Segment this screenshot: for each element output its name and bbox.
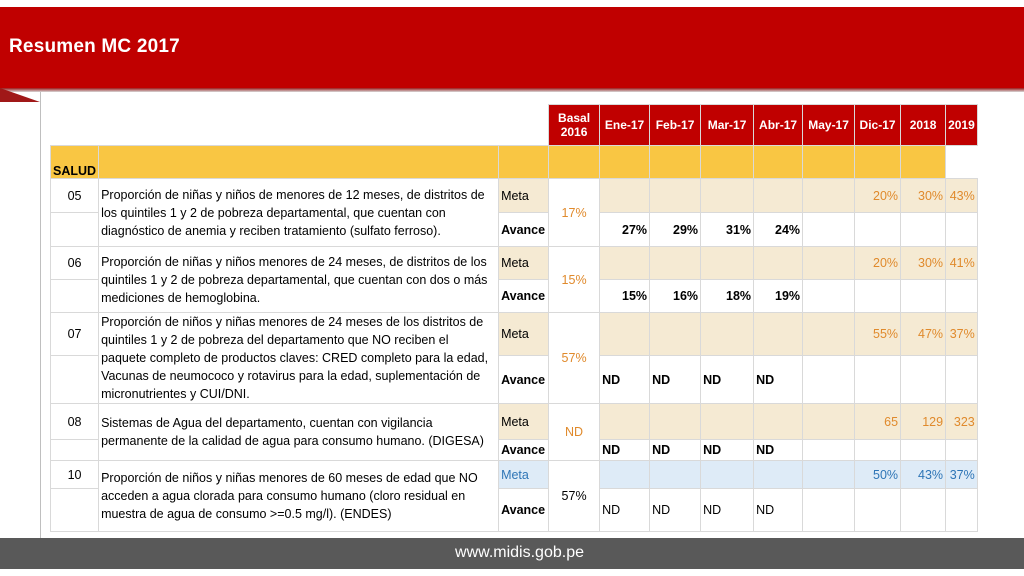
avance-ene-17: ND [600, 440, 650, 461]
avance-mar-17: ND [701, 440, 754, 461]
avance-label: Avance [499, 356, 549, 404]
meta-dic-17: 55% [855, 313, 901, 356]
col-header-feb-17: Feb-17 [650, 105, 701, 146]
basal-value: ND [549, 404, 600, 461]
avance-feb-17: ND [650, 489, 701, 532]
indicator-description: Proporción de niñas y niños de menores de 12 meses, de distritos de los quintiles 1 y 2 de pobreza departamental, que cuentan con diagnóstico de anemia y reciben tratamiento (sulfato ferroso). [99, 179, 499, 247]
header-row [51, 105, 978, 146]
meta-label: Meta [499, 179, 549, 213]
basal-value: 57% [549, 313, 600, 404]
table-row-meta [51, 179, 978, 213]
avance-label: Avance [499, 280, 549, 313]
meta-dic-17: 20% [855, 247, 901, 280]
avance-abr-17: ND [754, 489, 803, 532]
meta-label: Meta [499, 404, 549, 440]
indicator-description: Proporción de niñas y niños menores de 24 meses, de distritos de los quintiles 1 y 2 de pobreza departamental, que cuentan con dos o más mediciones de hemoglobina. [99, 247, 499, 313]
meta-dic-17: 50% [855, 461, 901, 489]
avance-mar-17: 18% [701, 280, 754, 313]
col-header-2019: 2019 [946, 105, 978, 146]
indicator-number: 05 [51, 179, 99, 213]
table-row-meta [51, 247, 978, 280]
indicator-description: Proporción de niños y niñas menores de 24 meses de los distritos de quintiles 1 y 2 de pobreza del departamento que NO reciben el paquete completo de productos claves: CRED completo para la edad, Vacunas de neumococo y rotavirus para la edad, suplementación de micronutrientes y CUI/DNI. [99, 313, 499, 404]
basal-value: 15% [549, 247, 600, 313]
indicator-number: 07 [51, 313, 99, 356]
col-header-abr-17: Abr-17 [754, 105, 803, 146]
basal-value: 57% [549, 461, 600, 532]
avance-abr-17: 19% [754, 280, 803, 313]
meta-2018: 30% [901, 179, 946, 213]
meta-2019: 43% [946, 179, 978, 213]
left-rule [40, 92, 41, 538]
indicator-description: Proporción de niños y niñas menores de 60 meses de edad que NO acceden a agua clorada para consumo humano (cloro residual en muestra de agua de consumo >=0.5 mg/l). (ENDES) [99, 461, 499, 532]
avance-feb-17: 29% [650, 213, 701, 247]
meta-2018: 43% [901, 461, 946, 489]
table-row-meta [51, 313, 978, 356]
avance-ene-17: 15% [600, 280, 650, 313]
slide-title: Resumen MC 2017 [9, 36, 180, 57]
meta-2018: 30% [901, 247, 946, 280]
col-header-may-17: May-17 [803, 105, 855, 146]
avance-label: Avance [499, 489, 549, 532]
col-header-dic-17: Dic-17 [855, 105, 901, 146]
col-header-basal-2016: Basal 2016 [549, 105, 600, 146]
avance-label: Avance [499, 440, 549, 461]
summary-table [50, 104, 978, 532]
meta-dic-17: 20% [855, 179, 901, 213]
header-shadow [0, 88, 1024, 92]
indicator-number: 08 [51, 404, 99, 440]
avance-label: Avance [499, 213, 549, 247]
meta-2019: 41% [946, 247, 978, 280]
basal-value: 17% [549, 179, 600, 247]
avance-feb-17: 16% [650, 280, 701, 313]
table-row-meta [51, 461, 978, 489]
table-row-meta [51, 404, 978, 440]
col-header-mar-17: Mar-17 [701, 105, 754, 146]
meta-dic-17: 65 [855, 404, 901, 440]
meta-2019: 323 [946, 404, 978, 440]
meta-2019: 37% [946, 313, 978, 356]
avance-abr-17: ND [754, 356, 803, 404]
meta-label: Meta [499, 461, 549, 489]
section-label: SALUD [51, 146, 99, 179]
indicator-number: 06 [51, 247, 99, 280]
meta-2018: 47% [901, 313, 946, 356]
indicator-description: Sistemas de Agua del departamento, cuentan con vigilancia permanente de la calidad de agua para consumo humano. (DIGESA) [99, 404, 499, 461]
avance-ene-17: ND [600, 489, 650, 532]
avance-abr-17: 24% [754, 213, 803, 247]
avance-feb-17: ND [650, 356, 701, 404]
avance-abr-17: ND [754, 440, 803, 461]
col-header-2018: 2018 [901, 105, 946, 146]
meta-label: Meta [499, 247, 549, 280]
avance-feb-17: ND [650, 440, 701, 461]
avance-mar-17: ND [701, 489, 754, 532]
indicator-number: 10 [51, 461, 99, 489]
meta-2019: 37% [946, 461, 978, 489]
col-header-ene-17: Ene-17 [600, 105, 650, 146]
avance-mar-17: 31% [701, 213, 754, 247]
avance-mar-17: ND [701, 356, 754, 404]
meta-2018: 129 [901, 404, 946, 440]
avance-ene-17: ND [600, 356, 650, 404]
meta-label: Meta [499, 313, 549, 356]
section-row-salud [51, 146, 978, 179]
footer-url[interactable]: www.midis.gob.pe [455, 544, 584, 561]
avance-ene-17: 27% [600, 213, 650, 247]
